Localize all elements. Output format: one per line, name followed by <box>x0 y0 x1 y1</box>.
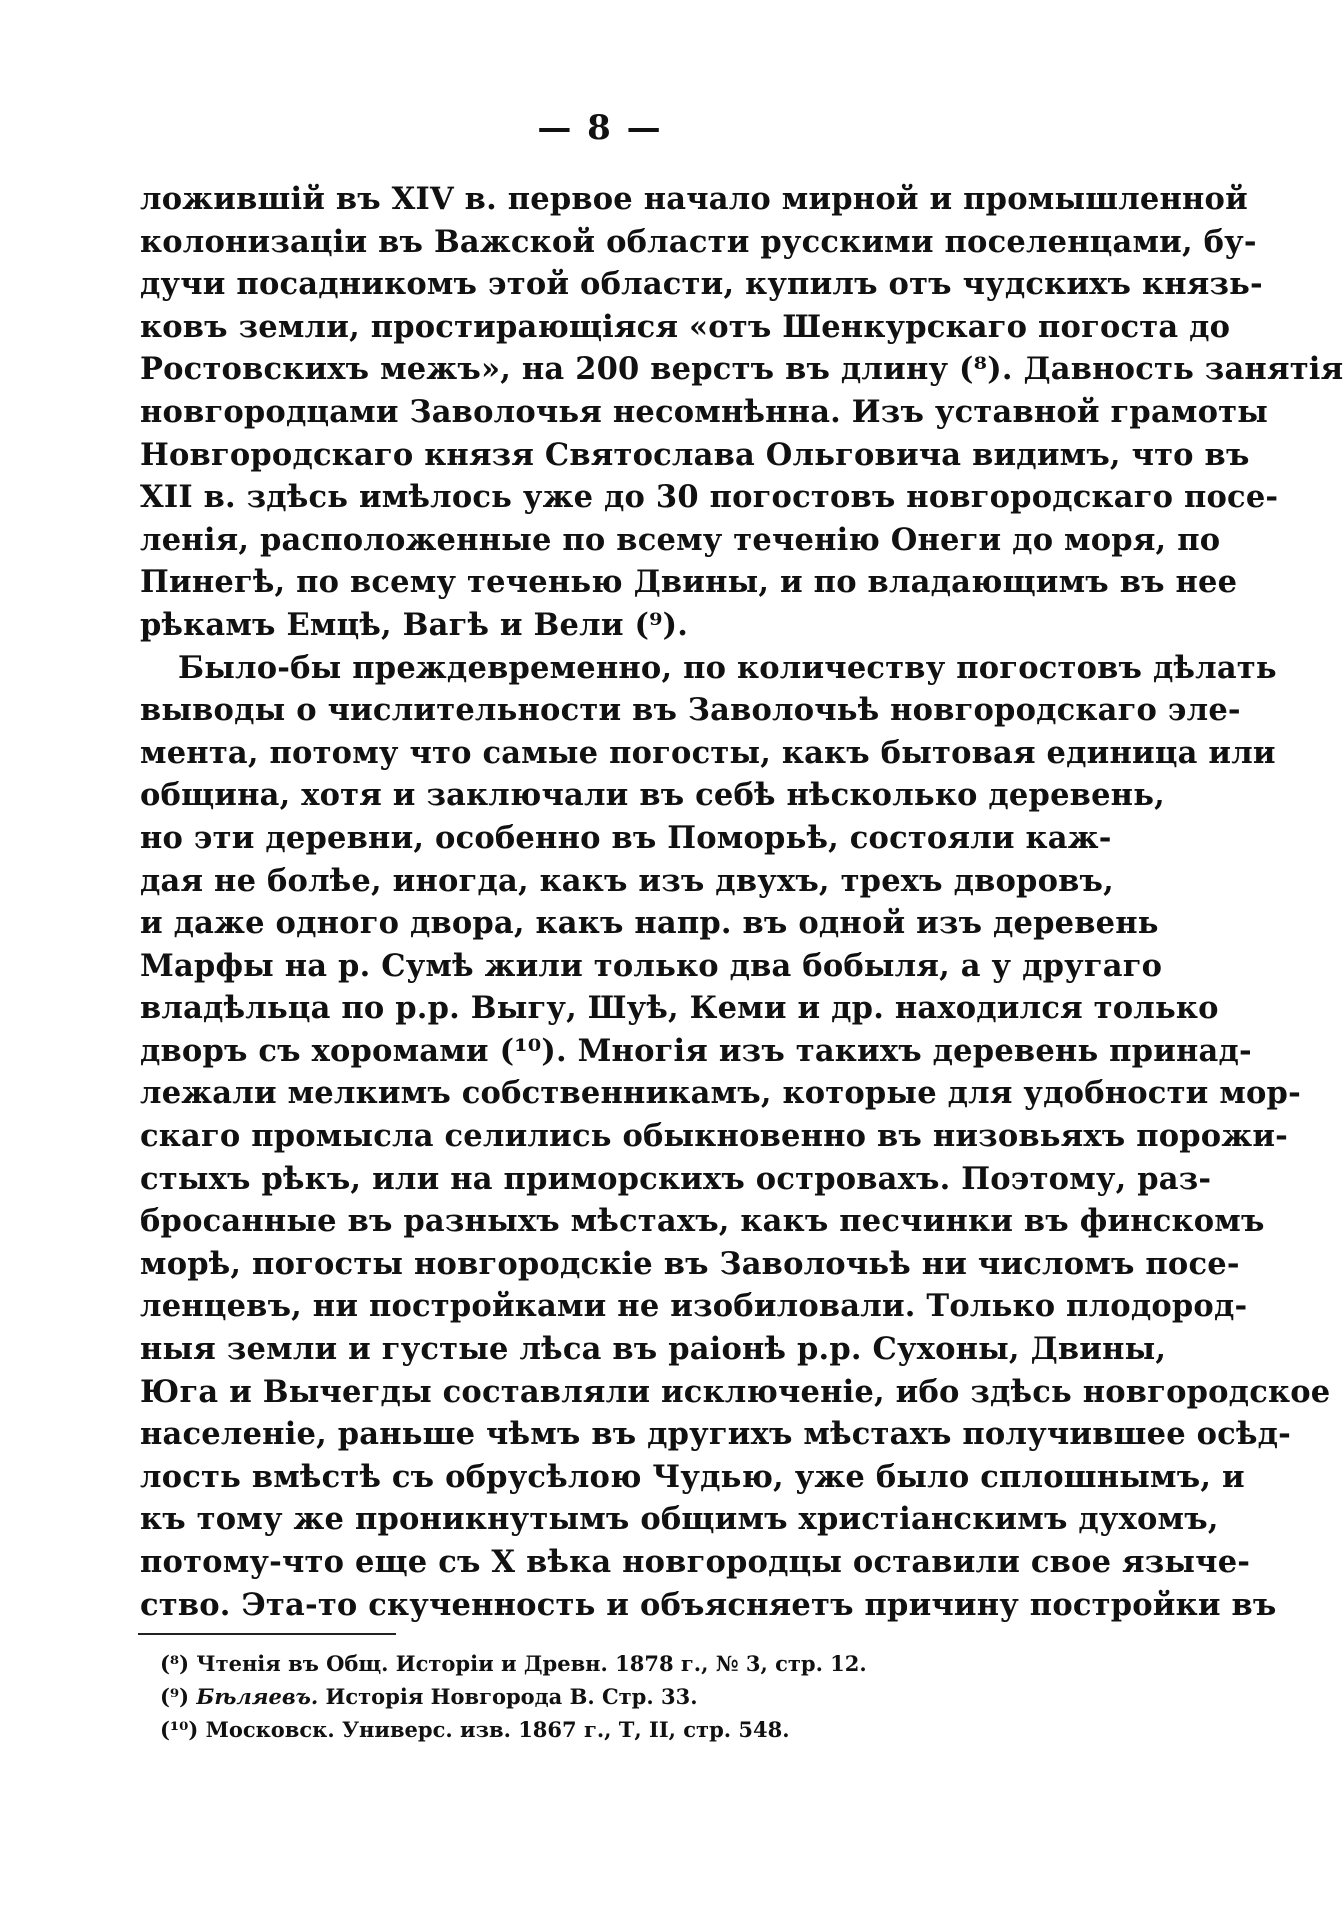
text-line: ложившій въ XIV в. первое начало мирной и промышленной <box>140 181 1248 217</box>
paragraph-1 <box>140 178 1343 647</box>
text-line: Юга и Вычегды составляли исключеніе, ибо здѣсь новгородское <box>140 1373 1331 1410</box>
text-line: лость вмѣстѣ съ обрусѣлою Чудью, уже было сплошнымъ, и <box>140 1458 1245 1495</box>
text-line: лежали мелкимъ собственникамъ, которые для удобности мор- <box>140 1075 1301 1112</box>
text-line: населеніе, раньше чѣмъ въ другихъ мѣстахъ получившее осѣд- <box>140 1416 1291 1453</box>
text-line: мента, потому что самые погосты, какъ бытовая единица или <box>140 734 1276 771</box>
text-line: потому-что еще съ X вѣка новгородцы оставили свое язычe- <box>140 1544 1251 1580</box>
text-line: ковъ земли, простирающіяся «отъ Шенкурскаго погоста до <box>140 308 1231 345</box>
text-line: морѣ, погосты новгородскіе въ Заволочьѣ ни числомъ посе- <box>140 1245 1240 1282</box>
footnote-10 <box>160 1713 1060 1746</box>
footnote-text: Московск. Универс. изв. 1867 г., Т, II, стр. 548. <box>205 1717 790 1742</box>
text-line: выводы о числительности въ Заволочьѣ новгородскаго эле- <box>140 692 1241 729</box>
text-line: ныя земли и густые лѣса въ раіонѣ р.р. Сухоны, Двины, <box>140 1331 1167 1368</box>
text-line: стыхъ рѣкъ, или на приморскихъ островахъ. Поэтому, раз- <box>140 1160 1212 1197</box>
footnote-author: Бѣляевъ. <box>196 1684 319 1709</box>
text-line: Было-бы преждевременно, по количеству погостовъ дѣлать <box>178 649 1277 686</box>
footnote-9 <box>160 1680 1060 1713</box>
footnote-text: Чтенія въ Общ. Исторіи и Древн. 1878 г., № 3, стр. 12. <box>196 1651 867 1676</box>
text-line: Пинегѣ, по всему теченью Двины, и по владающимъ въ нее <box>140 564 1238 601</box>
text-line: община, хотя и заключали въ себѣ нѣсколько деревень, <box>140 777 1165 814</box>
footnotes <box>160 1647 1060 1746</box>
text-line: новгородцами Заволочья несомнѣнна. Изъ уставной грамоты <box>140 393 1269 430</box>
text-line: ленія, расположенные по всему теченію Онеги до моря, по <box>140 521 1221 558</box>
text-line: рѣкамъ Емцѣ, Вагѣ и Вели (⁹). <box>140 606 689 643</box>
text-line: ленцевъ, ни постройками не изобиловали. Только плодород- <box>140 1288 1248 1325</box>
text-line: XII в. здѣсь имѣлось уже до 30 погостовъ новгородскаго посе- <box>140 479 1279 516</box>
footnote-marker: (⁸) <box>160 1651 190 1676</box>
text-line: скаго промысла селились обыкновенно въ низовьяхъ порожи- <box>140 1118 1289 1155</box>
text-line: Марфы на р. Сумѣ жили только два бобыля, а у другаго <box>140 947 1163 984</box>
text-line: къ тому же проникнутымъ общимъ христіанскимъ духомъ, <box>140 1501 1219 1538</box>
text-line: колонизаціи въ Важской области русскими поселенцами, бу- <box>140 223 1257 260</box>
text-line: владѣльца по р.р. Выгу, Шуѣ, Кеми и др. находился только <box>140 990 1219 1027</box>
footnote-marker: (¹⁰) <box>160 1717 199 1742</box>
text-line: но эти деревни, особенно въ Поморьѣ, состояли каж- <box>140 819 1112 856</box>
footnote-marker: (⁹) <box>160 1684 190 1709</box>
text-line: бросанные въ разныхъ мѣстахъ, какъ песчинки въ финскомъ <box>140 1203 1265 1240</box>
text-line: дая не болѣе, иногда, какъ изъ двухъ, трехъ дворовъ, <box>140 862 1114 899</box>
footnote-8 <box>160 1647 1060 1680</box>
text-line: ство. Эта-то скученность и объясняетъ причину постройки въ <box>140 1586 1277 1623</box>
text-line: Новгородскаго князя Святослава Ольговича видимъ, что въ <box>140 436 1250 473</box>
text-line: дворъ съ хоромами (¹⁰). Многія изъ такихъ деревень принад- <box>140 1032 1252 1069</box>
page-number: — 8 — <box>537 108 663 148</box>
text-line: дучи посадникомъ этой области, купилъ отъ чудскихъ князь- <box>140 266 1263 303</box>
text-line: Ростовскихъ межъ», на 200 верстъ въ длину (⁸). Давность занятія <box>140 351 1343 388</box>
text-line: и даже одного двора, какъ напр. въ одной изъ деревень <box>140 905 1159 942</box>
footnote-divider <box>138 1633 396 1635</box>
footnote-text: Исторія Новгорода В. Стр. 33. <box>325 1684 698 1709</box>
main-text <box>140 178 1343 1626</box>
paragraph-2 <box>140 647 1331 1627</box>
